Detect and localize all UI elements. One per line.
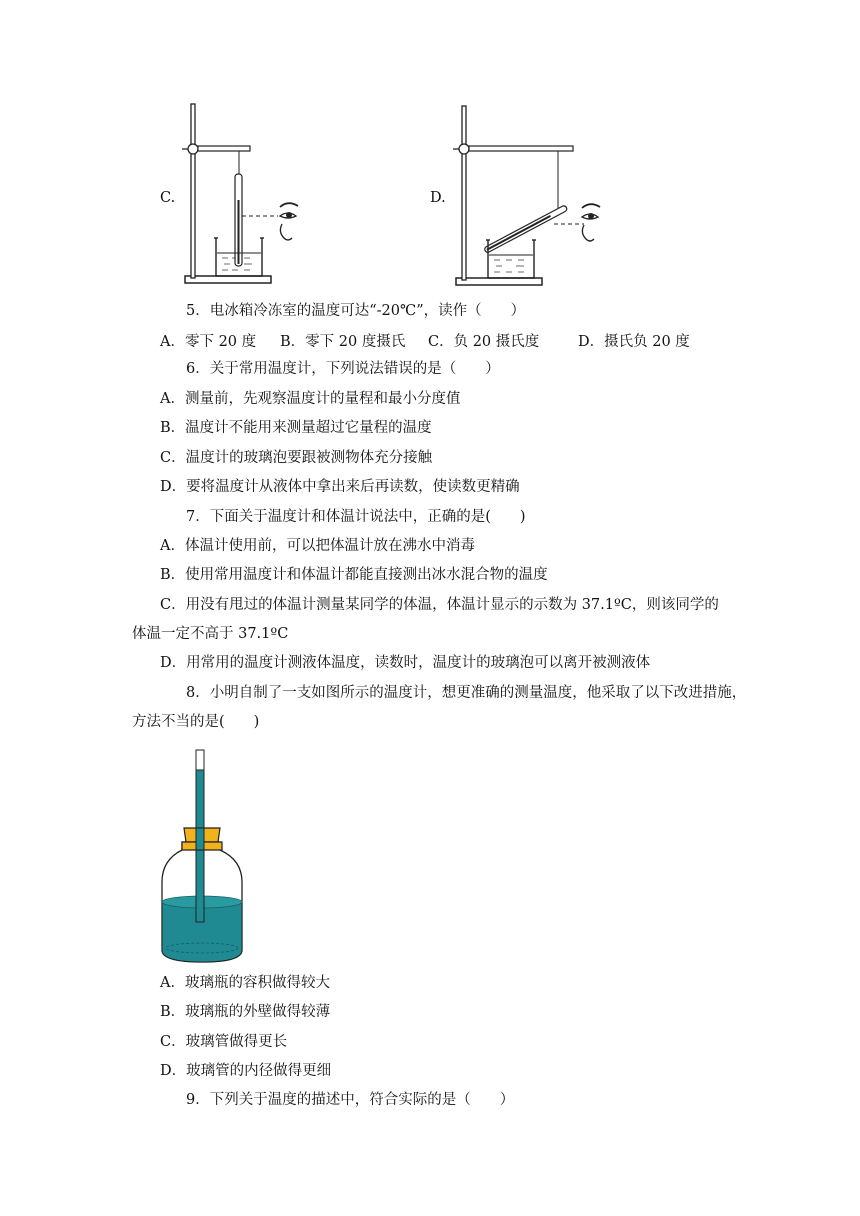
question-7-stem: 7．下面关于温度计和体温计说法中，正确的是( ) xyxy=(186,509,526,525)
question-8-stem-line-2: 方法不当的是( ) xyxy=(132,714,260,730)
homemade-thermometer-figure xyxy=(158,742,248,972)
question-8-stem-line-1: 8．小明自制了一支如图所示的温度计，想更准确的测量温度，他采取了以下改进措施， xyxy=(186,685,747,701)
option-a: A．玻璃瓶的容积做得较大 xyxy=(160,975,330,991)
option-b: B．玻璃瓶的外壁做得较薄 xyxy=(160,1004,331,1020)
option-d: D．用常用的温度计测液体温度，读数时，温度计的玻璃泡可以离开被测液体 xyxy=(160,655,651,671)
question-5-options xyxy=(0,330,860,352)
option-b: B．零下 20 度摄氏 xyxy=(280,334,406,350)
option-c: C．玻璃管做得更长 xyxy=(160,1034,288,1050)
option-d: D．要将温度计从液体中拿出来后再读数，使读数更精确 xyxy=(160,479,520,495)
option-a: A．测量前，先观察温度计的量程和最小分度值 xyxy=(160,391,461,407)
option-d-label: D. xyxy=(430,190,446,206)
option-c: C．负 20 摄氏度 xyxy=(428,334,540,350)
option-b: B．使用常用温度计和体温计都能直接测出冰水混合物的温度 xyxy=(160,567,548,583)
option-a: A．体温计使用前，可以把体温计放在沸水中消毒 xyxy=(160,538,475,554)
option-c: C．温度计的玻璃泡要跟被测物体充分接触 xyxy=(160,450,433,466)
question-5-stem: 5．电冰箱冷冻室的温度可达“-20℃”，读作（ ） xyxy=(186,303,526,319)
option-c-line-1: C．用没有甩过的体温计测量某同学的体温，体温计显示的示数为 37.1ºC，则该同学的 xyxy=(160,597,719,613)
option-d: D．玻璃管的内径做得更细 xyxy=(160,1063,332,1079)
option-d: D．摄氏负 20 度 xyxy=(578,334,690,350)
option-a: A．零下 20 度 xyxy=(160,334,257,350)
option-c-line-2: 体温一定不高于 37.1ºC xyxy=(132,626,289,642)
question-9-stem: 9．下列关于温度的描述中，符合实际的是（ ） xyxy=(186,1092,515,1108)
question-6-stem: 6．关于常用温度计，下列说法错误的是（ ） xyxy=(186,361,500,377)
option-b: B．温度计不能用来测量超过它量程的温度 xyxy=(160,420,432,436)
option-c-label: C. xyxy=(160,190,176,206)
figure-d-thermometer-stand xyxy=(450,100,770,300)
